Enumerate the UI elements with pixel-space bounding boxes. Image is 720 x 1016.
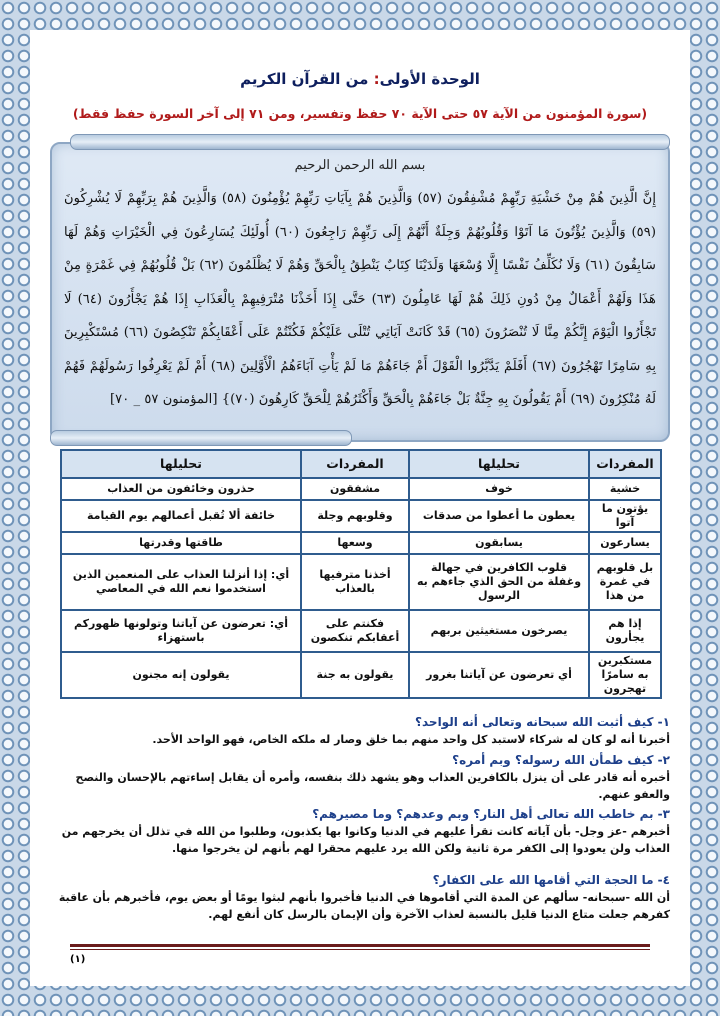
answer: أخبره أنه قادر على أن ينزل بالكافرين العذاب وهو يشهد ذلك بنفسه، وأمره أن يقابل إساءتهم بالإحسان والنصح والعفو عنهم. <box>75 771 670 801</box>
scroll-roll-top <box>70 134 670 150</box>
vocab-table <box>60 449 662 699</box>
meaning-cell: يصرخون مستغيثين بربهم <box>409 610 589 652</box>
unit-label: الوحدة الأولى <box>379 70 480 88</box>
table-row <box>61 478 661 500</box>
unit-scope: (سورة المؤمنون من الآية ٥٧ حتى الآية ٧٠ حفظ وتفسير، ومن ٧١ إلى آخر السورة حفظ فقط) <box>72 106 648 121</box>
page-number: (١) <box>70 954 86 965</box>
word-cell: مشفقون <box>301 478 409 500</box>
question: ٢- كيف طمأن الله رسوله؟ وبم أمره؟ <box>452 753 670 767</box>
word-cell: بل قلوبهم في غمرة من هذا <box>589 554 661 610</box>
meaning-cell: يقولون إنه مجنون <box>61 652 301 698</box>
table-row <box>61 610 661 652</box>
header-cell: تحليلها <box>409 450 589 478</box>
meaning-cell: يسابقون <box>409 532 589 554</box>
word-cell: وقلوبهم وجلة <box>301 500 409 532</box>
meaning-cell: طاقتها وقدرتها <box>61 532 301 554</box>
title-separator: : <box>373 70 380 88</box>
vocab-header-row <box>61 450 661 478</box>
meaning-cell: قلوب الكافرين في جهالة وغفلة من الحق الذي جاءهم به الرسول <box>409 554 589 610</box>
quran-verses: إِنَّ الَّذِينَ هُمْ مِنْ خَشْيَةِ رَبِّهِمْ مُشْفِقُونَ (٥٧) وَالَّذِينَ هُمْ بِآيَاتِ رَبِّهِمْ يُؤْمِنُونَ (٥٨) وَالَّذِينَ هُمْ بِرَبِّهِمْ لَا يُشْرِكُونَ (٥٩) وَالَّذِينَ يُؤْتُونَ مَا آتَوْا وَقُلُوبُهُمْ وَجِلَةٌ أَنَّهُمْ إِلَى رَبِّهِمْ رَاجِعُونَ (٦٠) أُولَئِكَ يُسَارِعُونَ فِي الْخَيْرَاتِ وَهُمْ لَهَا سَابِقُونَ (٦١) وَلَا نُكَلِّفُ نَفْسًا إِلَّا وُسْعَهَا وَلَدَيْنَا كِتَابٌ يَنْطِقُ بِالْحَقِّ وَهُمْ لَا يُظْلَمُونَ (٦٢) بَلْ قُلُوبُهُمْ فِي غَمْرَةٍ مِنْ هَذَا وَلَهُمْ أَعْمَالٌ مِنْ دُونِ ذَلِكَ هُمْ لَهَا عَامِلُونَ (٦٣) حَتَّى إِذَا أَخَذْنَا مُتْرَفِيهِمْ بِالْعَذَابِ إِذَا هُمْ يَجْأَرُونَ (٦٤) لَا تَجْأَرُوا الْيَوْمَ إِنَّكُمْ مِنَّا لَا تُنْصَرُونَ (٦٥) قَدْ كَانَتْ آيَاتِي تُتْلَى عَلَيْكُمْ فَكُنْتُمْ عَلَى أَعْقَابِكُمْ تَنْكِصُونَ (٦٦) مُسْتَكْبِرِينَ بِهِ سَامِرًا تَهْجُرُونَ (٦٧) أَفَلَمْ يَدَّبَّرُوا الْقَوْلَ أَمْ جَاءَهُمْ مَا لَمْ يَأْتِ آبَاءَهُمُ الْأَوَّلِينَ (٦٨) أَمْ لَمْ يَعْرِفُوا رَسُولَهُمْ فَهُمْ لَهُ مُنْكِرُونَ (٦٩) أَمْ يَقُولُونَ بِهِ جِنَّةٌ بَلْ جَاءَهُمْ بِالْحَقِّ وَأَكْثَرُهُمْ لِلْحَقِّ كَارِهُونَ (٧٠)} [المؤمنون ٥٧ _ ٧٠] <box>64 191 656 407</box>
meaning-cell: يعطون ما أعطوا من صدقات <box>409 500 589 532</box>
table-row <box>61 532 661 554</box>
word-cell: خشية <box>589 478 661 500</box>
scroll-roll-bottom <box>50 430 352 446</box>
word-cell: مستكبرين به سامرًا تهجرون <box>589 652 661 698</box>
meaning-cell: أي: تعرضون عن آياتنا وتولونها ظهوركم باستهزاء <box>61 610 301 652</box>
document-page <box>30 30 690 986</box>
table-row <box>61 500 661 532</box>
footer-rule <box>70 944 650 947</box>
word-cell: يسارعون <box>589 532 661 554</box>
footer-rule-thin <box>70 949 650 950</box>
question: ٣- بم خاطب الله تعالى أهل النار؟ وبم وعدهم؟ وما مصيرهم؟ <box>312 807 670 821</box>
header-cell: تحليلها <box>61 450 301 478</box>
answer: أن الله -سبحانه- سألهم عن المدة التي أقاموها في الدنيا فأخبروا بأنهم لبثوا يومًا أو بعض يوم، فأخبرهم بأن عاقبة كفرهم جعلت متاع الدنيا قليل بالنسبة لعذاب الآخرة وأن الإيمان بالرسل كان أنفع لهم. <box>58 891 670 921</box>
word-cell: يؤتون ما آتوا <box>589 500 661 532</box>
header-cell: المفردات <box>589 450 661 478</box>
qa-item <box>50 752 670 803</box>
qa-item <box>50 714 670 748</box>
meaning-cell: خوف <box>409 478 589 500</box>
qa-item <box>50 806 670 857</box>
meaning-cell: حذرون وخائفون من العذاب <box>61 478 301 500</box>
word-cell: يقولون به جنة <box>301 652 409 698</box>
table-row <box>61 554 661 610</box>
answer: أخبرهم -عز وجل- بأن آياته كانت تقرأ عليهم في الدنيا وكانوا بها يكذبون، وطلبوا من الله في تذلل أن يخرجهم من العذاب ولن يعودوا إلى الكفر مرة ثانية ولكن الله يرد عليهم محقرا لهم بأنهم لن يخرجوا منها. <box>61 825 670 855</box>
unit-topic: من القرآن الكريم <box>240 70 369 88</box>
question: ١- كيف أثبت الله سبحانه وتعالى أنه الواحد؟ <box>415 715 670 729</box>
meaning-cell: أي: إذا أنزلنا العذاب على المنعمين الذين استخدموا نعم الله في المعاصي <box>61 554 301 610</box>
qa-item <box>50 872 670 923</box>
question: ٤- ما الحجة التي أقامها الله على الكفار؟ <box>432 873 670 887</box>
header-cell: المفردات <box>301 450 409 478</box>
meaning-cell: أي تعرضون عن آياتنا بغرور <box>409 652 589 698</box>
word-cell: إذا هم يجأرون <box>589 610 661 652</box>
unit-title <box>30 70 690 88</box>
word-cell: فكنتم على أعقابكم تنكصون <box>301 610 409 652</box>
meaning-cell: خائفة ألا تُقبل أعمالهم يوم القيامة <box>61 500 301 532</box>
basmala: بسم الله الرحمن الرحيم <box>294 158 426 173</box>
word-cell: أخذنا مترفيها بالعذاب <box>301 554 409 610</box>
table-row <box>61 652 661 698</box>
word-cell: وسعها <box>301 532 409 554</box>
answer: أخبرنا أنه لو كان له شركاء لاستبد كل واحد منهم بما خلق وصار له ملكه الخاص، فهو الواحد الأحد. <box>152 733 670 746</box>
